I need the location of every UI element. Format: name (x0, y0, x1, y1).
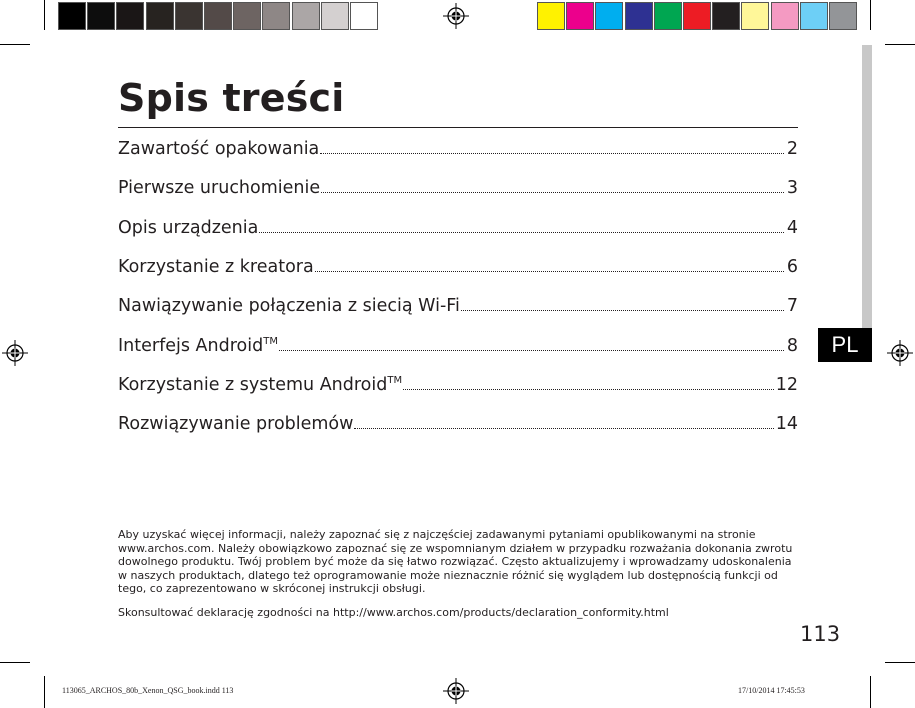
registration-mark-icon (443, 678, 469, 704)
color-swatch (712, 2, 740, 30)
page-number: 113 (800, 622, 841, 646)
gray-swatch (204, 2, 232, 30)
toc-entry-label: Interfejs Android™ (118, 335, 278, 356)
toc-entry[interactable] (118, 135, 798, 159)
toc-entry[interactable] (118, 332, 798, 356)
color-swatch (800, 2, 828, 30)
toc-entry-label: Pierwsze uruchomienie (118, 178, 321, 199)
trademark-mark: TM (387, 374, 403, 386)
gray-swatch (146, 2, 174, 30)
toc-page-number: 12 (775, 374, 798, 395)
toc-entry-label: Nawiązywanie połączenia z siecią Wi-Fi (118, 296, 460, 317)
toc-dot-leader (461, 310, 784, 311)
slug-timestamp: 17/10/2014 17:45:53 (738, 686, 805, 695)
toc-page-number: 7 (786, 296, 798, 317)
toc-entry[interactable] (118, 371, 798, 395)
color-swatch (654, 2, 682, 30)
crop-mark (870, 676, 871, 708)
gray-swatch (350, 2, 378, 30)
color-swatch (741, 2, 769, 30)
gray-swatch (292, 2, 320, 30)
toc-entry[interactable] (118, 410, 798, 434)
crop-mark (885, 662, 915, 663)
color-swatch (537, 2, 565, 30)
toc-page-number: 8 (786, 335, 798, 356)
toc-entry[interactable] (118, 253, 798, 277)
toc-entry-label: Korzystanie z kreatora (118, 256, 314, 277)
toc-dot-leader (320, 153, 784, 154)
conformity-paragraph: Skonsultować deklarację zgodności na http://www.archos.com/products/declaration_conformity.html (118, 606, 669, 619)
crop-mark (870, 0, 871, 30)
gray-swatch (321, 2, 349, 30)
color-swatch (829, 2, 857, 30)
crop-mark (44, 0, 45, 30)
toc-entry[interactable] (118, 292, 798, 316)
toc-dot-leader (259, 232, 784, 233)
toc-page-number: 3 (786, 178, 798, 199)
trademark-mark: TM (263, 335, 278, 347)
language-tab: PL (818, 328, 872, 362)
gray-swatch (116, 2, 144, 30)
info-paragraph: Aby uzyskać więcej informacji, należy zapoznać się z najczęściej zadawanymi pytaniami opublikowanymi na stronie www.archos.com. Należy obowiązkowo zapoznać się ze wspomnianym działem w przypadku rozważania dokonania zwrotu dowolnego produktu. Twój problem być może da się łatwo rozwiązać. Często aktualizujemy i wprowadzamy udoskonalenia w naszych produktach, dlatego też oprogramowanie może nieznacznie różnić się wyglądem lub dostępnością funkcji od tego, co zaprezentowano w skróconej instrukcji obsługi. (118, 528, 793, 596)
slug-filename: 113065_ARCHOS_80b_Xenon_QSG_book.indd 113 (62, 686, 234, 695)
gray-swatch (58, 2, 86, 30)
toc-dot-leader (403, 389, 774, 390)
toc-dot-leader (321, 192, 784, 193)
gray-swatch (233, 2, 261, 30)
toc-entry-label: Rozwiązywanie problemów (118, 414, 354, 435)
registration-mark-icon (887, 340, 913, 366)
toc-entry-label: Korzystanie z systemu Android™ (118, 374, 403, 395)
crop-mark (44, 676, 45, 708)
toc-entry-label: Zawartość opakowania (118, 139, 320, 159)
toc-entry-label: Opis urządzenia (118, 217, 259, 238)
gray-swatch (175, 2, 203, 30)
color-swatch (771, 2, 799, 30)
crop-mark (885, 44, 915, 45)
toc-page-number: 14 (775, 414, 798, 435)
gray-swatch (262, 2, 290, 30)
gray-swatch (87, 2, 115, 30)
color-swatch (625, 2, 653, 30)
crop-mark (0, 662, 30, 663)
toc-dot-leader (315, 271, 784, 272)
toc-page-number: 4 (786, 217, 798, 238)
language-tab-bar (862, 45, 872, 328)
toc-page-number: 2 (786, 139, 798, 159)
crop-mark (0, 44, 30, 45)
toc-entry[interactable] (118, 174, 798, 198)
title-divider (118, 127, 798, 128)
registration-mark-icon (443, 3, 469, 29)
page-title: Spis treści (118, 76, 345, 120)
toc-dot-leader (279, 350, 784, 351)
color-swatch (566, 2, 594, 30)
registration-mark-icon (2, 340, 28, 366)
color-swatch (595, 2, 623, 30)
toc-dot-leader (354, 428, 773, 429)
color-swatch (683, 2, 711, 30)
toc-entry[interactable] (118, 214, 798, 238)
toc-page-number: 6 (786, 256, 798, 277)
